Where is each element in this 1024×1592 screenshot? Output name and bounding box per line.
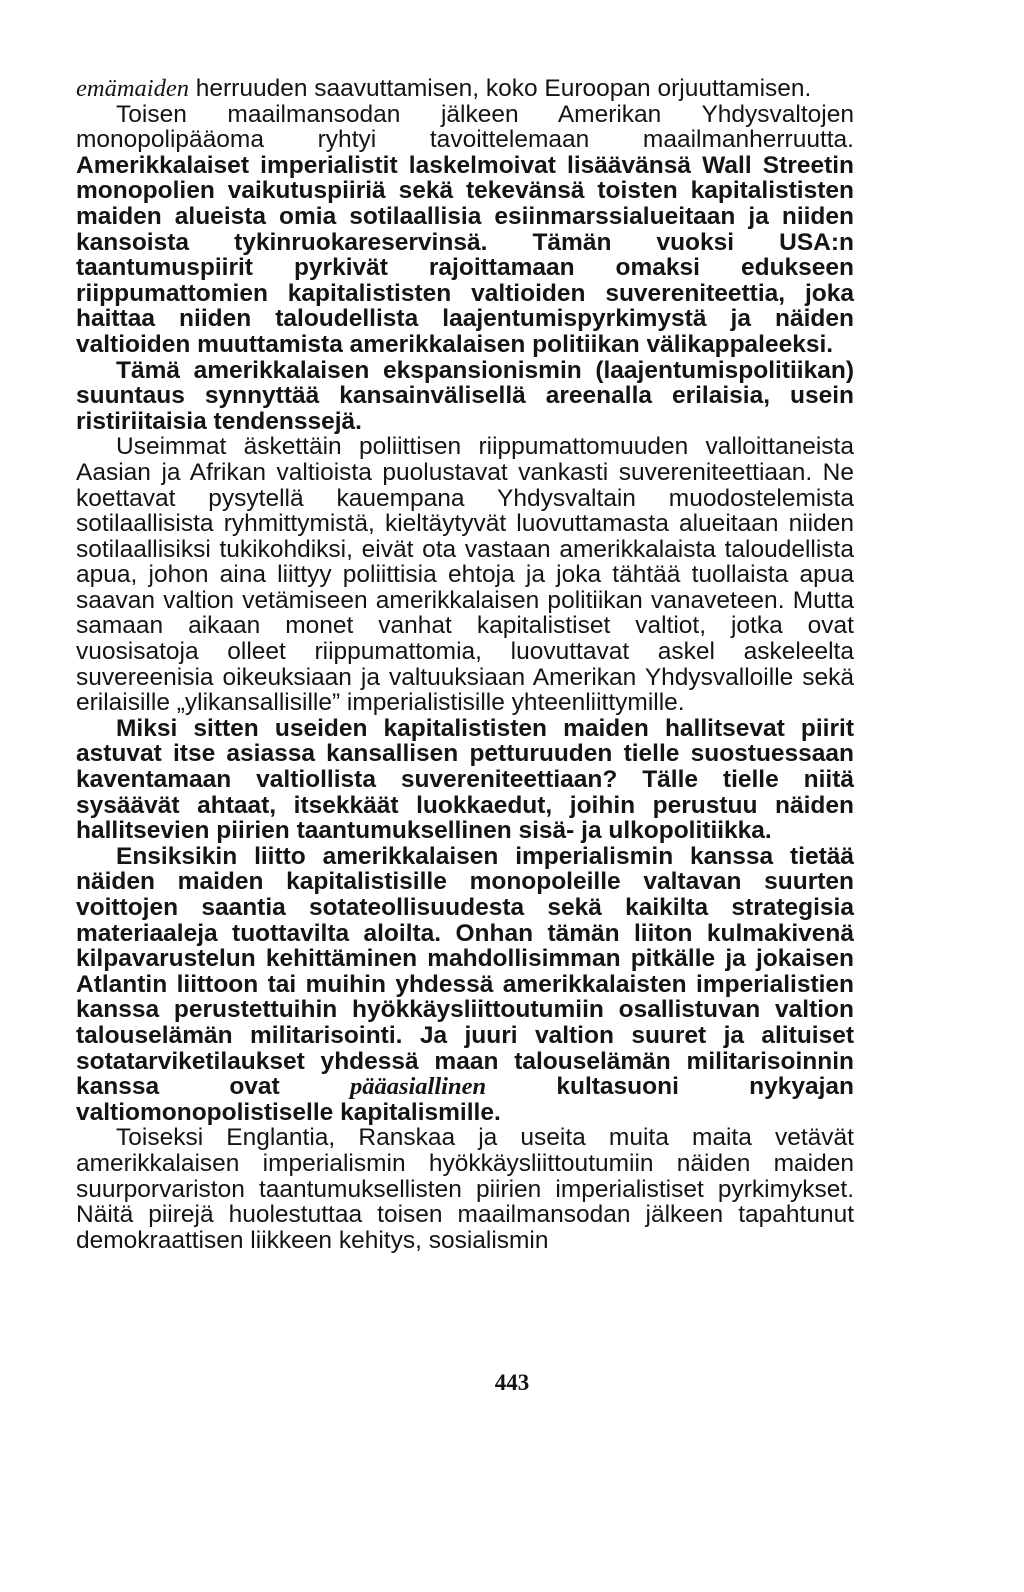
text-run: Tämä amerikkalaisen ekspansionismin (laajentumispolitiikan) suuntaus synnyttää kansainvälisellä areenalla erilaisia, usein ristiriitaisia tendenssejä. (76, 356, 854, 435)
book-page (76, 76, 854, 1253)
paragraph (76, 358, 854, 435)
paragraph (76, 76, 854, 102)
paragraph (76, 716, 854, 844)
body-text (76, 76, 854, 1253)
paragraph (76, 1125, 854, 1253)
text-run: Miksi sitten useiden kapitalististen maiden hallitsevat piirit astuvat itse asiassa kansallisen petturuuden tielle suostuessaan kaventamaan valtiollista suvereniteettiaan? Tälle tielle niitä sysäävät ahtaat, itsekkäät luokkaedut, joihin perustuu näiden hallitsevien piirien taantumuksellinen sisä- ja ulkopolitiikka. (76, 714, 854, 845)
text-run: herruuden saavuttamisen, koko Euroopan orjuuttamisen. (188, 75, 812, 102)
emphasized-text: emämaiden (76, 75, 189, 102)
text-run: Ensiksikin liitto amerikkalaisen imperialismin kanssa tietää näiden maiden kapitalistisille monopoleille valtavan suurten voittojen saantia sotateollisuudesta sekä kaikilta strategisia materiaaleja tuottavilta aloilta. Onhan tämän liiton kulmakivenä kilpavarustelun kehittäminen mahdollisimman pitkälle ja jokaisen Atlantin liittoon tai muihin yhdessä amerikkalaisten imperialistien kanssa perustettuihin hyökkäysliittoutumiin osallistuvan valtion talouselämän militarisointi. Ja juuri valtion suuret ja alituiset sotatarviketilaukset yhdessä maan talouselämän militarisoinnin kanssa ovat (76, 842, 854, 1101)
page-number: 443 (494, 1370, 530, 1395)
text-run: Toisen maailmansodan jälkeen Amerikan Yhdysvaltojen monopolipääoma ryhtyi tavoittelemaan maailmanherruutta. (76, 100, 854, 154)
paragraph (76, 844, 854, 1126)
emphasized-text: pääasiallinen (349, 1073, 487, 1101)
text-run: Toiseksi Englantia, Ranskaa ja useita muita maita vetävät amerikkalaisen imperialismin hyökkäysliittoutumiin näiden maiden suurporvariston taantumuksellisten piirien imperialistiset pyrkimykset. Näitä piirejä huolestuttaa toisen maailmansodan jälkeen tapahtunut demokraattisen liikkeen kehitys, sosialismin (76, 1124, 854, 1254)
text-run: kultasuoni nykyajan valtiomonopolistiselle kapitalismille. (76, 1073, 854, 1126)
paragraph (76, 434, 854, 716)
text-run: Useimmat äskettäin poliittisen riippumattomuuden valloittaneista Aasian ja Afrikan valtioista puolustavat vankasti suvereniteettiaan. Ne koettavat pysytellä kauempana Yhdysvaltain muodostelemista sotilaallisista ryhmittymistä, kieltäytyvät luovuttamasta alueitaan niiden sotilaallisiksi tukikohdiksi, eivät ota vastaan amerikkalaista taloudellista apua, johon aina liittyy poliittisia ehtoja ja joka tähtää tuollaista apua saavan valtion vetämiseen amerikkalaisen politiikan vanaveteen. Mutta samaan aikaan monet vanhat kapitalistiset valtiot, jotka ovat vuosisatoja olleet riippumattomia, luovuttavat askel askeleelta suvereenisia oikeuksiaan ja valtuuksiaan Amerikan Yhdysvalloille sekä erilaisille „ylikansallisille” imperialistisille yhteenliittymille. (76, 433, 854, 717)
text-run: Amerikkalaiset imperialistit laskelmoivat lisäävänsä Wall Streetin monopolien vaikutuspiiriä sekä tekevänsä toisten kapitalististen maiden alueista omia sotilaallisia esiinmarssialueitaan ja niiden kansoista tykinruokareservinsä. Tämän vuoksi USA:n taantumuspiirit pyrkivät rajoittamaan omaksi edukseen riippumattomien kapitalististen valtioiden suvereniteettia, joka haittaa niiden taloudellista laajentumispyrkimystä ja näiden valtioiden muuttamista amerikkalaisen politiikan välikappaleeksi. (76, 151, 854, 358)
paragraph (76, 102, 854, 358)
